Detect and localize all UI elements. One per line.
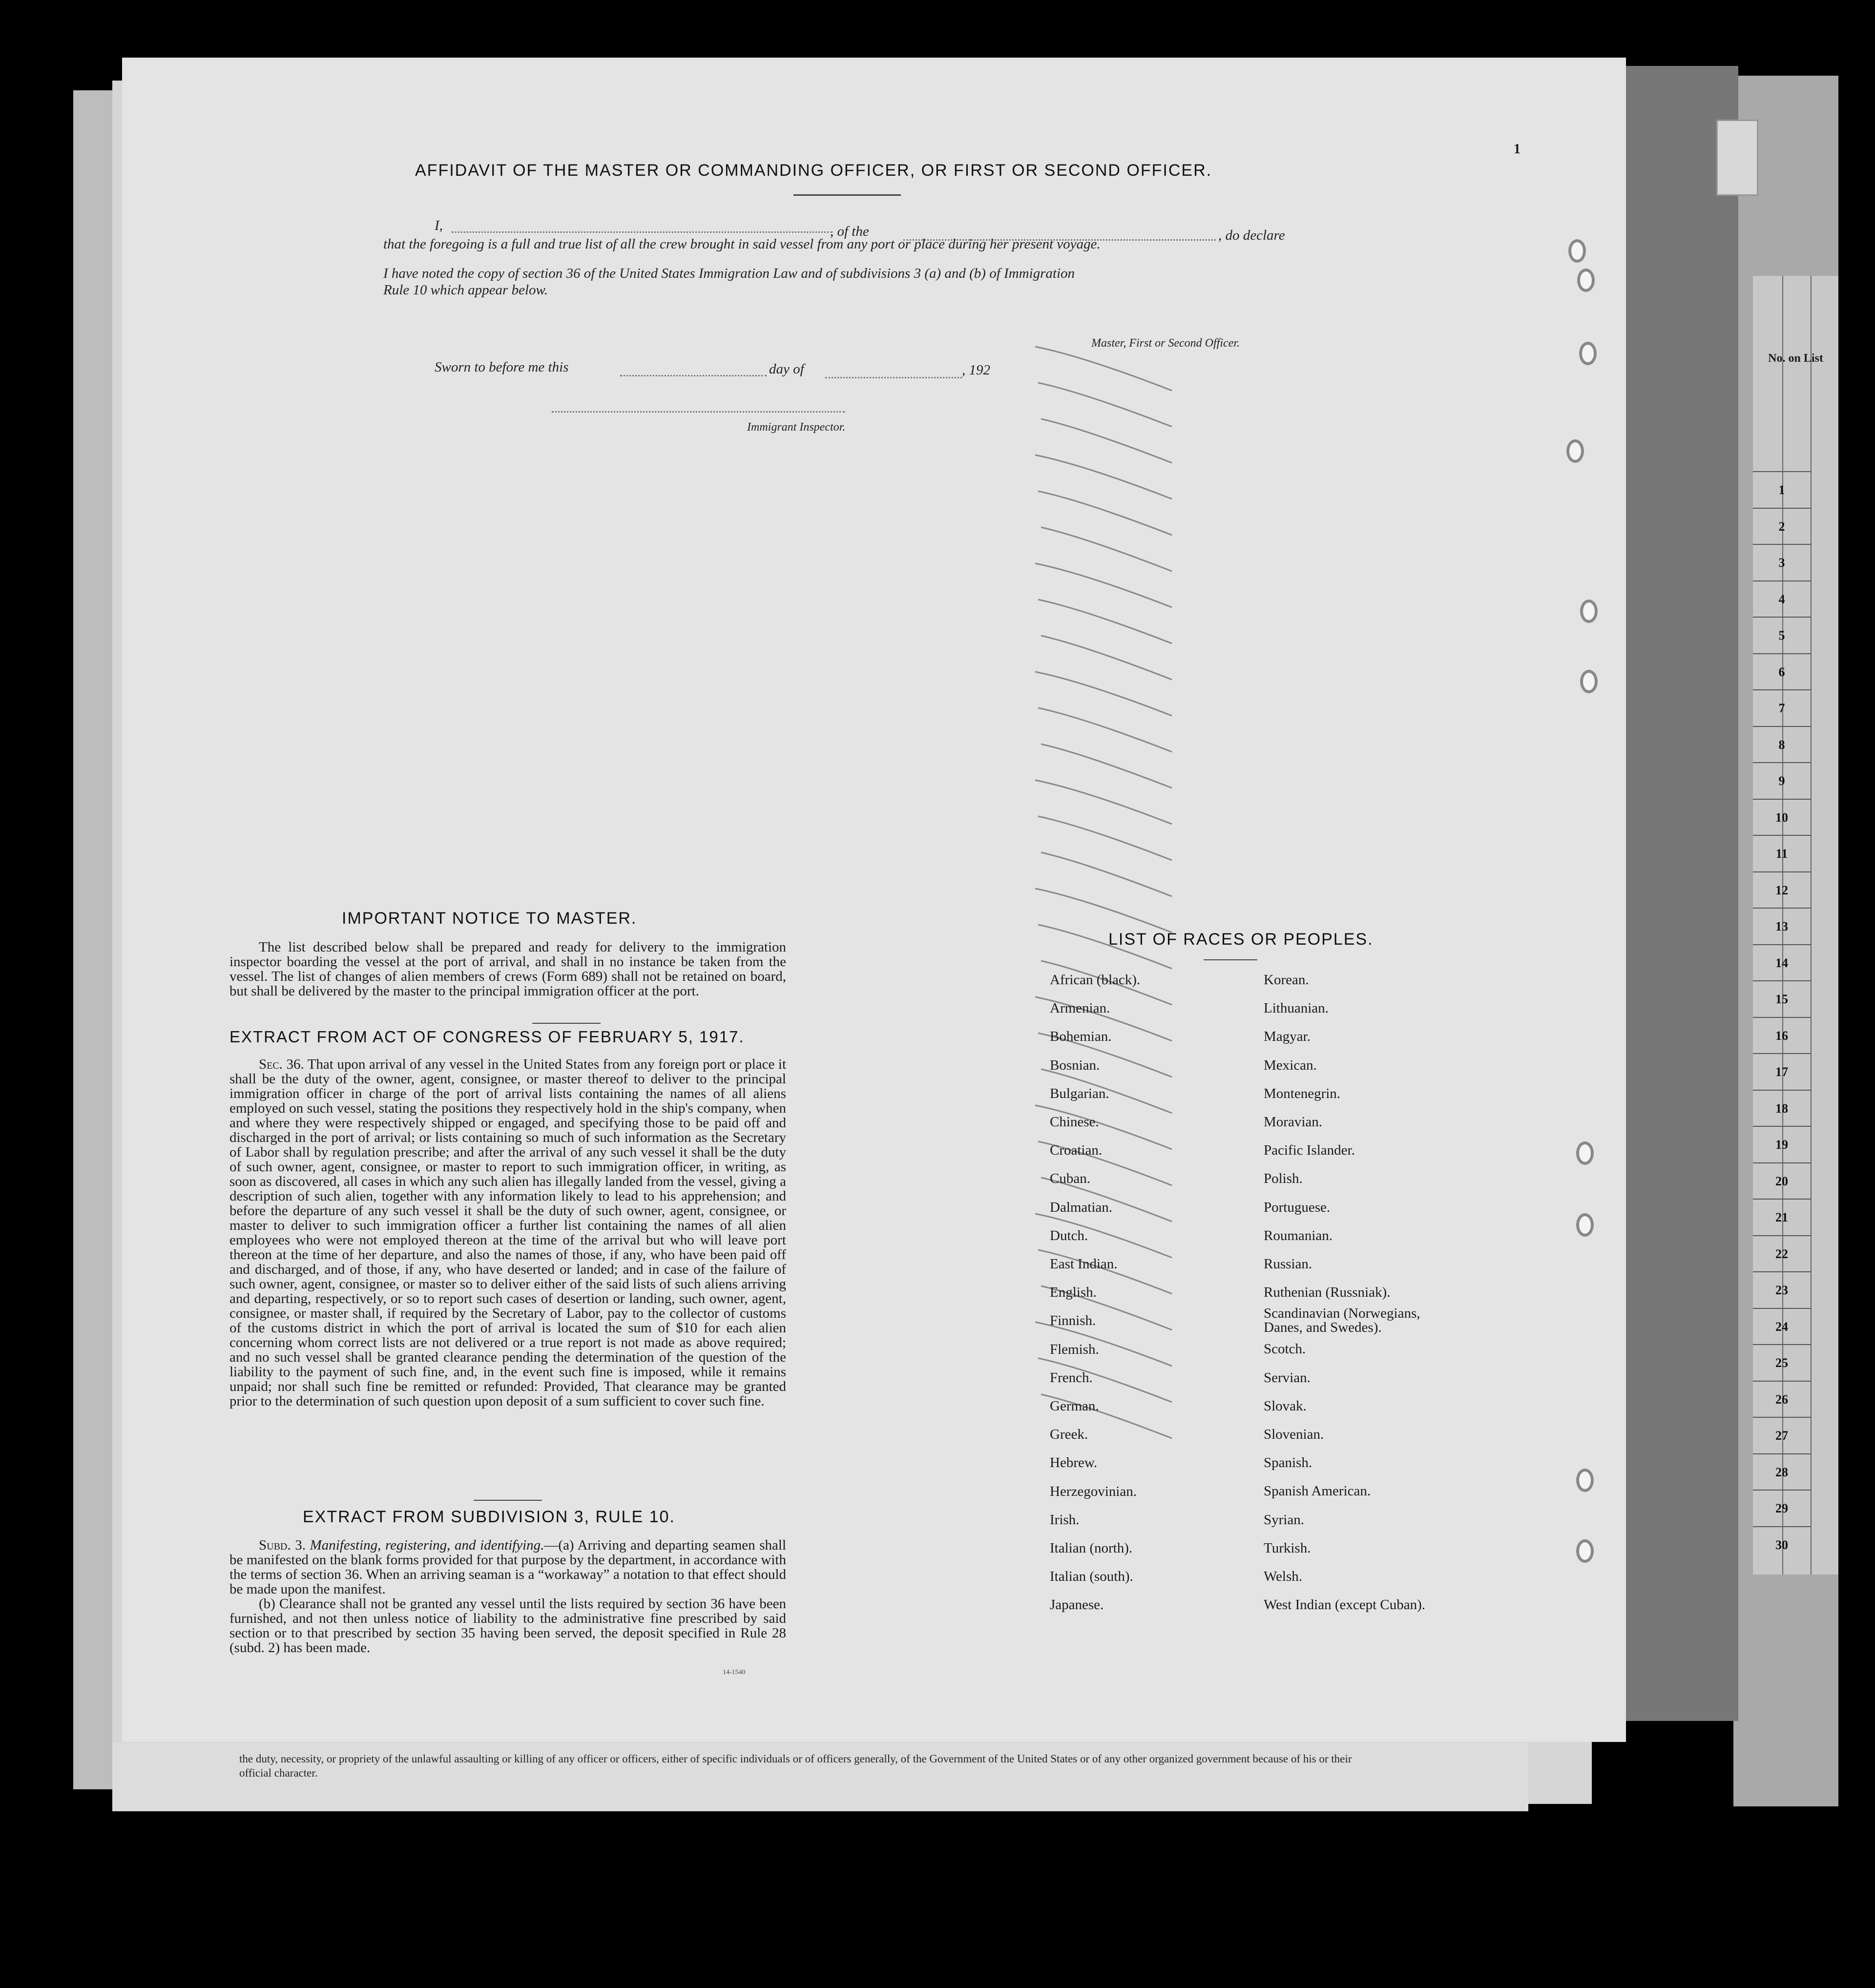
list-number: 30: [1753, 1526, 1811, 1563]
sworn-day-of: day of: [769, 361, 804, 377]
race-item: Turkish.: [1264, 1540, 1311, 1556]
race-item: Russian.: [1264, 1256, 1312, 1272]
affidavit-do-declare: , do declare: [1218, 228, 1285, 243]
list-number: 17: [1753, 1053, 1811, 1090]
pencil-tick: [1038, 600, 1172, 643]
affidavit-of-the: , of the: [830, 224, 869, 239]
month-blank: [825, 377, 962, 378]
list-number: 29: [1753, 1490, 1811, 1527]
list-number: 18: [1753, 1090, 1811, 1127]
race-item: Scotch.: [1264, 1341, 1306, 1357]
rule-text: [229, 1538, 786, 1655]
punch-hole: [1580, 670, 1598, 693]
affidavit-line-4: Rule 10 which appear below.: [383, 282, 548, 298]
notice-paragraph: The list described below shall be prepared and ready for delivery to the immigration inspector boarding the vessel at the port of arrival, and shall in no instance be taken from the vessel. The list of changes of alien members of crews (Form 689) shall not be retained on board, but shall be delivered by the master to the principal immigration officer at the port.: [229, 939, 786, 999]
race-item: Croatian.: [1050, 1142, 1103, 1159]
race-item: Mexican.: [1264, 1057, 1317, 1073]
pencil-tick: [1041, 419, 1172, 463]
race-item: Bulgarian.: [1050, 1085, 1109, 1101]
number-on-list-header: No. on List: [1768, 352, 1823, 365]
affidavit-line-2: that the foregoing is a full and true list of all the crew brought in said vessel from any port or place during her present voyage.: [383, 236, 1101, 252]
list-number: 10: [1753, 799, 1811, 836]
affidavit-line-start: I,: [435, 218, 443, 233]
title-rule: [793, 194, 901, 196]
pencil-tick: [1041, 852, 1172, 896]
race-item: West Indian (except Cuban).: [1264, 1597, 1426, 1613]
list-number: 14: [1753, 944, 1811, 981]
list-number: 1: [1753, 471, 1811, 508]
list-number: 12: [1753, 871, 1811, 909]
rule-title: EXTRACT FROM SUBDIVISION 3, RULE 10.: [303, 1508, 675, 1526]
day-blank: [620, 375, 767, 376]
race-item: Syrian.: [1264, 1512, 1304, 1528]
race-item: Moravian.: [1264, 1114, 1322, 1130]
race-item: Dalmatian.: [1050, 1199, 1113, 1215]
pencil-tick: [1038, 708, 1172, 752]
punch-hole: [1576, 1141, 1594, 1165]
list-number: 24: [1753, 1308, 1811, 1345]
list-number: 27: [1753, 1417, 1811, 1454]
subd-a: —(a) Arriving and departing seamen shall be manifested on the blank forms provided for that purpose by the department, in accordance with the terms of section 36. When an arriving seaman is a “workaway” a notation to that effect should be made upon the manifest.: [229, 1537, 786, 1597]
race-item: Magyar.: [1264, 1029, 1311, 1045]
affidavit-line-3: I have noted the copy of section 36 of the United States Immigration Law and of subdivisions 3 (a) and (b) of Immigration: [383, 266, 1075, 281]
race-item: Scandinavian (Norwegians, Danes, and Swedes).: [1264, 1305, 1420, 1336]
punch-hole: [1579, 342, 1597, 365]
race-item: Lithuanian.: [1264, 1000, 1329, 1016]
list-number: 9: [1753, 762, 1811, 799]
race-item: Chinese.: [1050, 1114, 1099, 1130]
act-paragraph: [229, 1057, 786, 1408]
punch-hole: [1576, 1213, 1594, 1237]
affidavit-title: AFFIDAVIT OF THE MASTER OR COMMANDING OFFICER, OR FIRST OR SECOND OFFICER.: [415, 161, 1212, 180]
pencil-tick: [1035, 780, 1172, 824]
race-item: Italian (south).: [1050, 1569, 1133, 1585]
pencil-tick: [1038, 383, 1172, 427]
notice-title: IMPORTANT NOTICE TO MASTER.: [342, 909, 637, 928]
list-number: 22: [1753, 1235, 1811, 1272]
race-item: Herzegovinian.: [1050, 1483, 1137, 1499]
list-number: 8: [1753, 726, 1811, 763]
sworn-year: , 192: [962, 362, 990, 378]
race-item: Portuguese.: [1264, 1199, 1331, 1215]
race-item: Greek.: [1050, 1427, 1088, 1443]
race-item: French.: [1050, 1369, 1093, 1386]
name-blank: [452, 231, 833, 233]
race-item: Finnish.: [1050, 1313, 1096, 1329]
race-item: Armenian.: [1050, 1000, 1110, 1016]
rule-paragraph-b: (b) Clearance shall not be granted any vessel until the lists required by section 36 have been furnished, and not then unless notice of liability to the administrative fine prescribed by said section or to that prescribed by section 35 having been served, the deposit specified in Rule 28 (subd. 2) has been made.: [229, 1596, 786, 1656]
punch-hole: [1576, 1469, 1594, 1492]
race-item: Hebrew.: [1050, 1455, 1098, 1471]
punch-hole: [1580, 600, 1598, 623]
sec-label: Sec. 36.: [259, 1056, 304, 1072]
act-text: [229, 1057, 786, 1408]
pencil-tick: [1041, 636, 1172, 680]
pencil-tick: [1038, 491, 1172, 535]
act-rule: [474, 1500, 542, 1501]
list-number: 21: [1753, 1199, 1811, 1236]
race-item: Irish.: [1050, 1512, 1080, 1528]
notice-text: [229, 940, 786, 998]
list-number: 11: [1753, 835, 1811, 872]
race-item: Bosnian.: [1050, 1057, 1100, 1073]
pencil-tick: [1035, 889, 1172, 932]
race-item: Ruthenian (Russniak).: [1264, 1284, 1391, 1301]
list-number: 2: [1753, 508, 1811, 545]
list-number: 13: [1753, 908, 1811, 945]
pencil-tick: [1035, 455, 1172, 499]
races-column-2: [1264, 966, 1459, 1619]
race-item: German.: [1050, 1398, 1099, 1414]
pencil-tick: [1041, 527, 1172, 571]
race-item: Bohemian.: [1050, 1029, 1112, 1045]
race-item: Korean.: [1264, 972, 1309, 988]
race-item: Slovak.: [1264, 1398, 1307, 1414]
list-number: 19: [1753, 1126, 1811, 1163]
list-number: 25: [1753, 1344, 1811, 1381]
race-item: Flemish.: [1050, 1341, 1099, 1357]
races-column-1: [1050, 966, 1140, 1619]
races-rule: [1204, 959, 1257, 960]
list-number: 4: [1753, 580, 1811, 618]
punch-hole: [1566, 439, 1584, 463]
act-body: That upon arrival of any vessel in the United States from any foreign port or place it shall be the duty of the owner, agent, consignee, or master thereof to deliver to the principal immigration officer in charge of the port of arrival lists containing the names of all aliens employed on such vessel, stating the positions they respectively hold in the ship's company, when and where they were respectively shipped or engaged, and specifying those to be paid off and discharged in the port of arrival; or lists containing so much of such information as the Secretary of Labor shall by regulation prescribe; and after the arrival of any such vessel it shall be the duty of such owner, agent, consignee, or master to report to such immigration officer, in writing, as soon as discovered, all cases in which any such alien has illegally landed from the vessel, giving a description of such alien, together with any information likely to lead to his apprehension; and before the departure of any such vessel it shall be the duty of such owner, agent, consignee, or master to deliver to such immigration officer a further list containing the names of all alien employees who were not employed thereon at the time of the arrival but who will leave port thereon at the time of her departure, and also the names of those, if any, who have been paid off and discharged, and of those, if any, who have deserted or landed; and in case of the failure of such owner, agent, consignee, or master so to deliver either of the said lists of such aliens arriving and departing, respectively, or so to report such cases of desertion or landing, such owner, agent, consignee, or master shall, if required by the Secretary of Labor, pay to the collector of customs of the customs district in which the port of arrival is located the sum of $10 for each alien concerning whom correct lists are not delivered or a true report is not made as above required; and no such vessel shall be granted clearance pending the determination of the question of the liability to the payment of such fine, and, in the event such fine is imposed, while it remains unpaid; nor shall such fine be remitted or refunded: Provided, That clearance may be granted prior to the determination of such question upon deposit of a sum sufficient to cover such fine.: [229, 1056, 786, 1409]
race-item: Polish.: [1264, 1171, 1303, 1187]
inspector-caption: Immigrant Inspector.: [747, 421, 846, 434]
race-item: East Indian.: [1050, 1256, 1118, 1272]
gray-folded-sheet: [1616, 66, 1738, 1721]
rule-paragraph-a: [229, 1538, 786, 1596]
pencil-tick: [1041, 744, 1172, 788]
pencil-tick: [1035, 672, 1172, 716]
punch-hole: [1568, 239, 1586, 263]
act-title: EXTRACT FROM ACT OF CONGRESS OF FEBRUARY 5, 1917.: [229, 1028, 745, 1046]
punch-hole: [1577, 269, 1595, 292]
race-item: Cuban.: [1050, 1171, 1090, 1187]
punch-hole: [1576, 1539, 1594, 1563]
pencil-tick: [1035, 563, 1172, 607]
sworn-text: Sworn to before me this: [435, 359, 569, 375]
race-item: Montenegrin.: [1264, 1085, 1341, 1101]
race-item: Spanish.: [1264, 1455, 1312, 1471]
binder-clip: [1716, 120, 1758, 196]
race-item: Servian.: [1264, 1369, 1311, 1386]
list-number: 3: [1753, 544, 1811, 581]
race-item: Slovenian.: [1264, 1427, 1324, 1443]
form-number: 14-1540: [723, 1669, 746, 1676]
inspector-blank: [552, 411, 845, 413]
race-item: Roumanian.: [1264, 1227, 1333, 1243]
race-item: Italian (north).: [1050, 1540, 1133, 1556]
list-number: 20: [1753, 1162, 1811, 1200]
list-number: 6: [1753, 653, 1811, 690]
race-item: African (black).: [1050, 972, 1141, 988]
list-number: 15: [1753, 980, 1811, 1017]
race-item: Spanish American.: [1264, 1483, 1371, 1499]
list-number: 28: [1753, 1453, 1811, 1491]
list-number: 5: [1753, 617, 1811, 654]
page-number: 1: [1514, 142, 1521, 157]
pencil-tick: [1035, 347, 1172, 391]
grid-line: [1811, 276, 1812, 1574]
races-title: LIST OF RACES OR PEOPLES.: [1108, 930, 1374, 949]
subd-heading: Manifesting, registering, and identifying.: [310, 1537, 544, 1553]
race-item: English.: [1050, 1284, 1097, 1301]
list-number: 23: [1753, 1271, 1811, 1308]
pencil-tick: [1038, 816, 1172, 860]
subd-label: Subd. 3.: [259, 1537, 306, 1553]
list-number: 16: [1753, 1017, 1811, 1054]
list-number: 7: [1753, 689, 1811, 726]
race-item: Dutch.: [1050, 1227, 1088, 1243]
list-number: 26: [1753, 1381, 1811, 1418]
race-item: Japanese.: [1050, 1597, 1104, 1613]
master-signature-caption: Master, First or Second Officer.: [1091, 337, 1240, 350]
bottom-strip-text: the duty, necessity, or propriety of the unlawful assaulting or killing of any officer or officers, either of specific individuals or of officers generally, of the Government of the United States or of any other organized government because of his or their official character.: [239, 1753, 1352, 1779]
race-item: Welsh.: [1264, 1569, 1303, 1585]
race-item: Pacific Islander.: [1264, 1142, 1355, 1159]
notice-rule: [532, 1023, 601, 1024]
